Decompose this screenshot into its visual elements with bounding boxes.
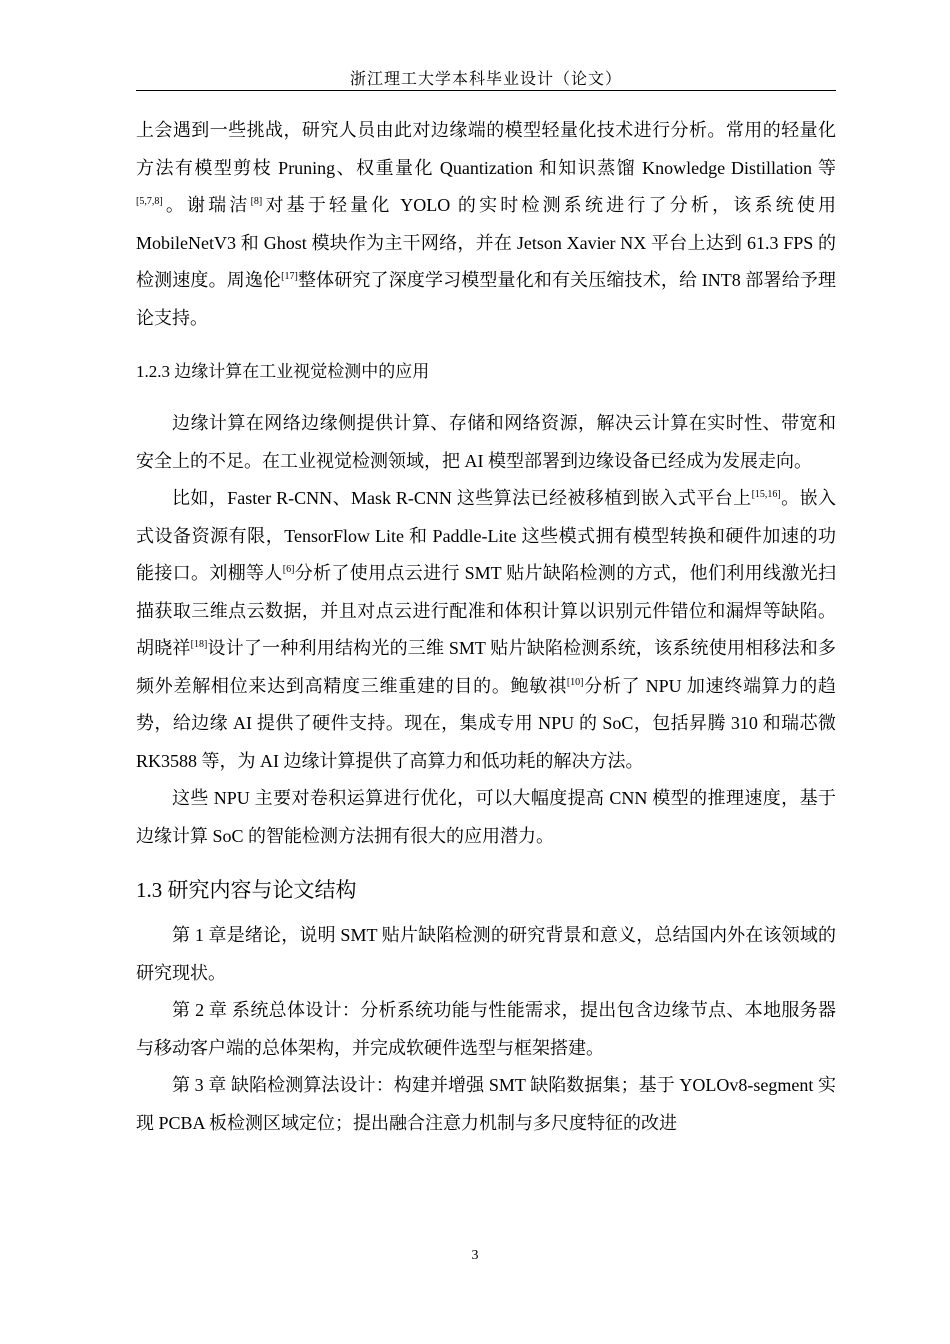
text-span: 上会遇到一些挑战，研究人员由此对边缘端的模型轻量化技术进行分析。常用的轻量化方法有模型剪枝 Pruning、权重量化 Quantization 和知识蒸馏 Knowledge Distillation 等 [136, 120, 836, 178]
text-span: 。谢瑞洁 [162, 195, 251, 215]
text-span: 整体研究了深度学习模型量化和有关压缩技术，给 INT8 部署给予理论支持。 [136, 270, 836, 328]
text-span: 。嵌入式设备资源有限，TensorFlow Lite 和 Paddle-Lite 这些模式拥有模型转换和硬件加速的功能接口。刘棚等人 [136, 488, 837, 583]
citation: [18] [190, 639, 208, 650]
page-number: 3 [471, 1248, 479, 1263]
section-heading-1-3: 1.3 研究内容与论文结构 [136, 878, 357, 902]
citation: [10] [566, 676, 584, 688]
citation: [17] [281, 271, 298, 282]
paragraph-npu-optimization: 这些 NPU 主要对卷积运算进行优化，可以大幅度提高 CNN 模型的推理速度，基于边缘计算 SoC 的智能检测方法拥有很大的应用潜力。 [136, 788, 836, 846]
header-divider [136, 90, 836, 91]
text-span: 对基于轻量化 YOLO 的实时检测系统进行了分析，该系统使用 MobileNetV3 和 Ghost 模块作为主干网络，并在 Jetson Xavier NX 平台上达到 61.3 FPS 的检测速度。周逸伦 [136, 195, 836, 290]
text-span: 设计了一种利用结构光的三维 SMT 贴片缺陷检测系统，该系统使用相移法和多频外差解相位来达到高精度三维重建的目的。鲍敏祺 [136, 638, 837, 696]
paragraph-edge-computing: 边缘计算在网络边缘侧提供计算、存储和网络资源，解决云计算在实时性、带宽和安全上的不足。在工业视觉检测领域，把 AI 模型部署到边缘设备已经成为发展走向。 [136, 413, 836, 471]
paragraph-lightweight-models [136, 112, 836, 337]
text-span: 比如，Faster R-CNN、Mask R-CNN 这些算法已经被移植到嵌入式平台上 [172, 488, 752, 508]
citation: [6] [282, 564, 295, 575]
section-heading-1-2-3: 1.2.3 边缘计算在工业视觉检测中的应用 [136, 362, 430, 381]
text-span: 分析了 NPU 加速终端算力的趋势，给边缘 AI 提供了硬件支持。现在，集成专用 NPU 的 SoC，包括昇腾 310 和瑞芯微 RK3588 等，为 AI 边缘计算提供了高算力和低功耗的解决方法。 [136, 675, 836, 771]
text-span: 分析了使用点云进行 SMT 贴片缺陷检测的方式，他们利用线激光扫描获取三维点云数据，并且对点云进行配准和体积计算以识别元件错位和漏焊等缺陷。胡晓祥 [136, 563, 836, 658]
citation: [5,7,8] [136, 196, 163, 207]
paragraph-chapter-2: 第 2 章 系统总体设计：分析系统功能与性能需求，提出包含边缘节点、本地服务器与移动客户端的总体架构，并完成软硬件选型与框架搭建。 [136, 1000, 836, 1058]
page-body [136, 112, 836, 1142]
page-header: 浙江理工大学本科毕业设计（论文） [349, 71, 622, 88]
paragraph-chapter-1: 第 1 章是绪论，说明 SMT 贴片缺陷检测的研究背景和意义，总结国内外在该领域的研究现状。 [136, 925, 836, 983]
citation: [8] [250, 196, 263, 207]
paragraph-embedded-platforms [136, 480, 836, 780]
paragraph-chapter-3: 第 3 章 缺陷检测算法设计：构建并增强 SMT 缺陷数据集；基于 YOLOv8-segment 实现 PCBA 板检测区域定位；提出融合注意力机制与多尺度特征的改进 [136, 1075, 836, 1133]
citation: [15,16] [751, 489, 781, 500]
